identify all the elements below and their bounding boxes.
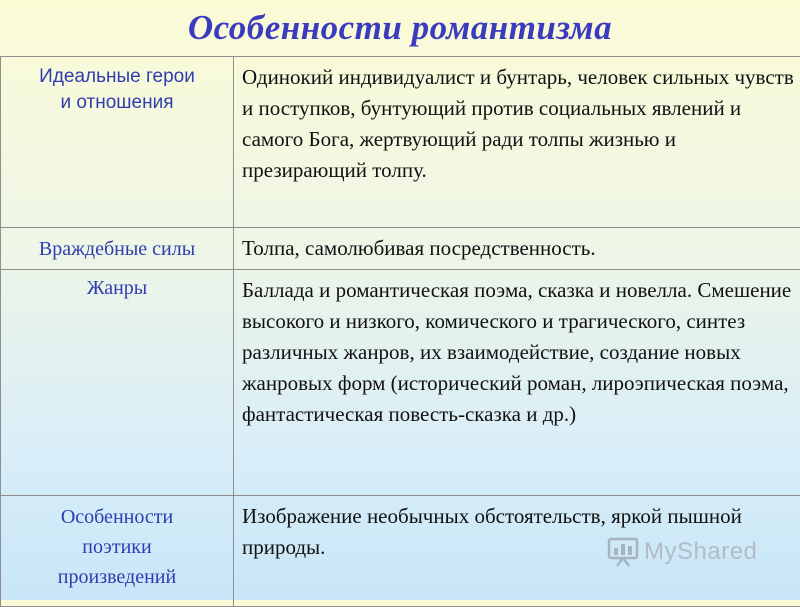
row-content-cell — [234, 57, 800, 228]
row-label-line: Жанры — [1, 270, 233, 303]
row-content: Баллада и романтическая поэма, сказка и новелла. Смешение высокого и низкого, комического и трагического, синтез различных жанров, их взаимодействие, создание новых жанровых форм (исторический роман, лироэпическая поэма, фантастическая повесть-сказка и др.) — [234, 270, 800, 433]
table-row — [1, 228, 800, 270]
row-label-line: поэтики — [1, 532, 233, 562]
row-label-line: Враждебные силы — [1, 228, 233, 264]
slide-title: Особенности романтизма — [0, 8, 800, 48]
row-label-cell — [1, 270, 234, 496]
row-content: Одинокий индивидуалист и бунтарь, человек сильных чувств и поступков, бунтующий против социальных явлений и самого Бога, жертвующий ради толпы жизнью и презирающий толпу. — [234, 57, 800, 189]
row-label-cell — [1, 57, 234, 228]
row-label-line: произведений — [1, 562, 233, 592]
watermark-text: MyShared — [644, 538, 757, 566]
table-row — [1, 270, 800, 496]
row-content-cell — [234, 228, 800, 270]
row-content: Изображение необычных обстоятельств, яркой пышной природы. — [234, 496, 800, 566]
row-label-cell — [1, 496, 234, 607]
features-table — [0, 56, 800, 607]
row-content-cell — [234, 270, 800, 496]
row-label-line: Идеальные герои — [1, 57, 233, 90]
presentation-board-icon — [606, 537, 640, 567]
row-label-line: и отношения — [1, 90, 233, 116]
table-row — [1, 57, 800, 228]
row-content: Толпа, самолюбивая посредственность. — [234, 228, 800, 267]
watermark — [606, 536, 757, 568]
row-label-cell — [1, 228, 234, 270]
row-label-line: Особенности — [1, 496, 233, 532]
